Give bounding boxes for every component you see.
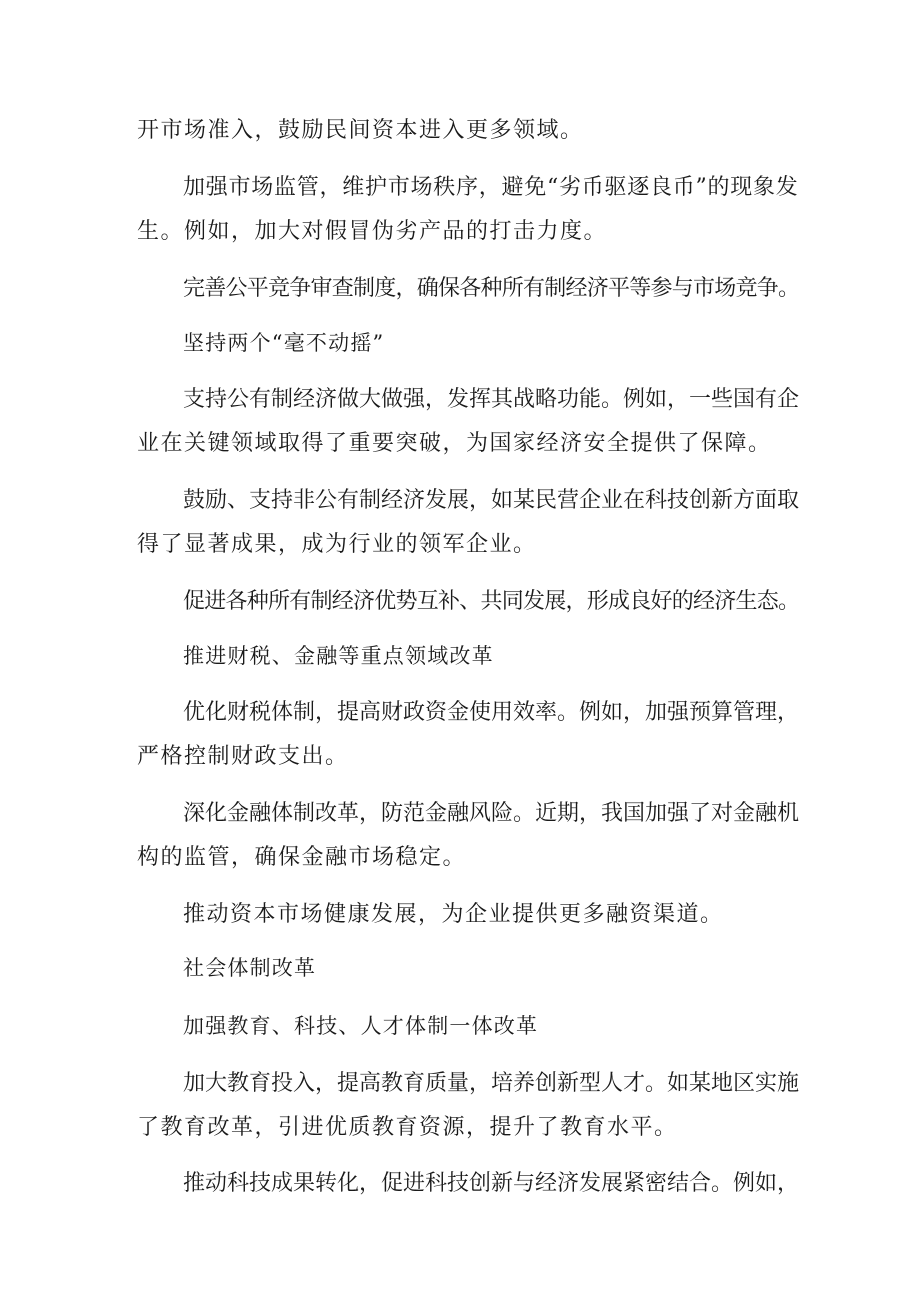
paragraph-line: 构的监管，确保金融市场稳定。 [137,845,467,870]
section-heading: 加强教育、科技、人才体制一体改革 [183,1014,539,1038]
paragraph-line: 推动科技成果转化，促进科技创新与经济发展紧密结合。例如， [183,1171,800,1196]
paragraph-line: 推动资本市场健康发展，为企业提供更多融资渠道。 [183,902,724,927]
paragraph-line: 鼓励、支持非公有制经济发展，如某民营企业在科技创新方面取 [183,488,800,513]
section-heading: 推进财税、金融等重点领域改革 [183,644,494,668]
paragraph-line: 生。例如，加大对假冒伪劣产品的打击力度。 [137,219,608,244]
paragraph-line: 严格控制财政支出。 [137,744,349,769]
paragraph-line: 促进各种所有制经济优势互补、共同发展，形成良好的经济生态。 [183,589,800,614]
paragraph-line: 得了显著成果，成为行业的领军企业。 [137,532,537,557]
paragraph-line: 加强市场监管，维护市场秩序，避免“劣币驱逐良币”的现象发 [183,175,799,200]
paragraph-line: 开市场准入，鼓励民间资本进入更多领域。 [137,118,584,143]
paragraph-line: 加大教育投入，提高教育质量，培养创新型人才。如某地区实施 [183,1071,800,1096]
paragraph-line: 深化金融体制改革，防范金融风险。近期，我国加强了对金融机 [183,801,800,826]
paragraph-line: 完善公平竞争审查制度，确保各种所有制经济平等参与市场竞争。 [183,276,800,301]
section-heading: 坚持两个“毫不动摇” [183,331,385,355]
paragraph-line: 业在关键领域取得了重要突破，为国家经济安全提供了保障。 [137,431,772,456]
paragraph-line: 了教育改革，引进优质教育资源，提升了教育水平。 [137,1115,678,1140]
section-heading: 社会体制改革 [183,956,317,980]
paragraph-line: 支持公有制经济做大做强，发挥其战略功能。例如，一些国有企 [183,387,800,412]
paragraph-line: 优化财税体制，提高财政资金使用效率。例如，加强预算管理， [183,700,800,725]
